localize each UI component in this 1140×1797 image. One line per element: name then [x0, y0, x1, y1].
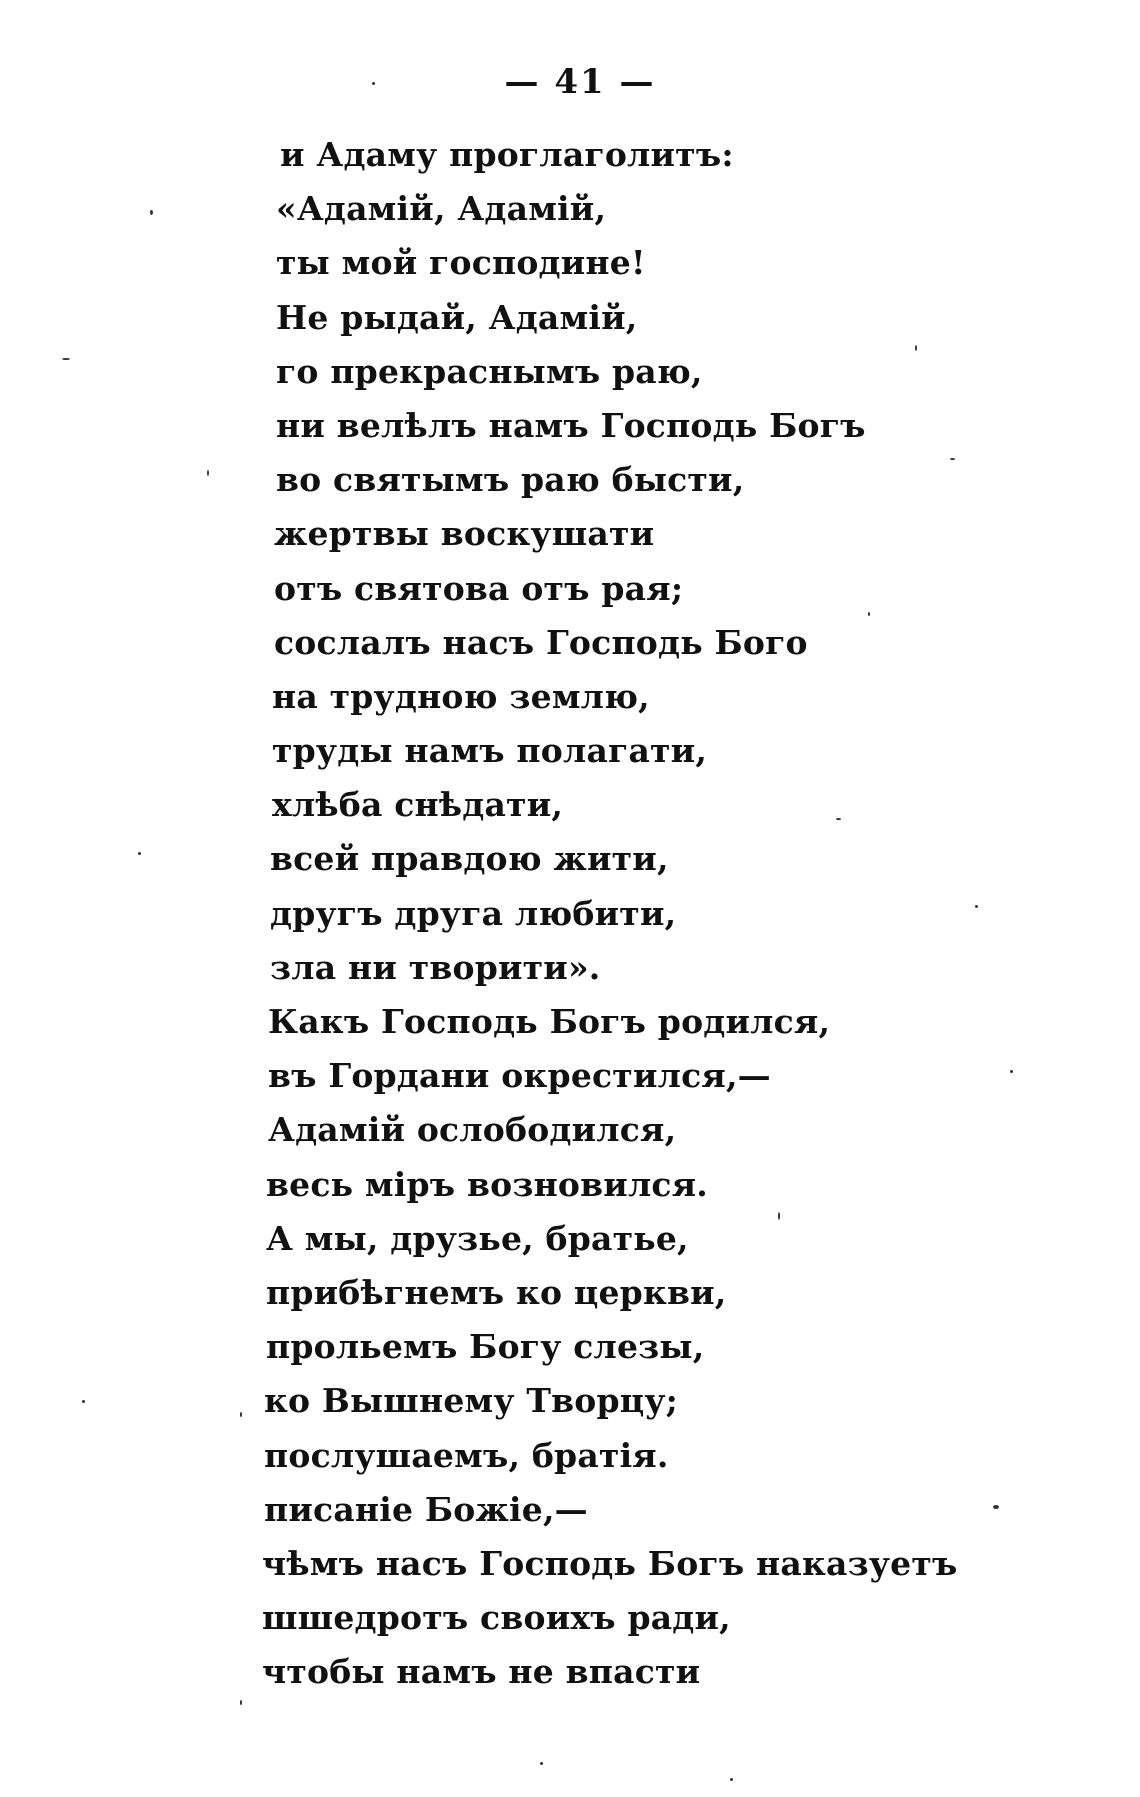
verse-line: отъ святова отъ рая;	[274, 568, 684, 608]
verse-text	[0, 128, 1140, 1699]
verse-line: Адамій ослободился,	[268, 1110, 677, 1150]
verse-line: го прекраснымъ раю,	[276, 351, 703, 391]
scan-speck	[975, 905, 978, 908]
verse-line: и Адаму проглаголитъ:	[280, 135, 734, 174]
scan-speck	[836, 818, 841, 820]
verse-line: прольемъ Богу слезы,	[266, 1327, 705, 1367]
verse-line: чтобы намъ не впасти	[262, 1652, 701, 1692]
verse-line: жертвы воскушати	[274, 514, 655, 554]
verse-line: во святымъ раю бысти,	[276, 460, 745, 500]
verse-line: всей правдою жити,	[270, 839, 669, 879]
verse-line: чѣмъ насъ Господь Богъ наказуетъ	[262, 1543, 958, 1583]
verse-line: «Адамій, Адамій,	[276, 189, 607, 229]
scan-speck	[150, 210, 153, 215]
verse-line: ни велѣлъ намъ Господь Богъ	[276, 405, 866, 445]
scan-speck	[915, 345, 917, 351]
verse-line: Какъ Господь Богъ родился,	[268, 1002, 831, 1041]
verse-line: ты мой господине!	[276, 243, 646, 283]
verse-line: Не рыдай, Адамій,	[276, 297, 638, 337]
scan-speck	[778, 1212, 780, 1220]
scan-speck	[240, 1412, 242, 1417]
scan-speck	[138, 852, 141, 855]
verse-line: ко Вышнему Творцу;	[264, 1381, 679, 1421]
scan-speck	[868, 612, 870, 616]
scan-speck	[540, 1762, 543, 1765]
scan-speck	[1010, 1070, 1013, 1073]
verse-line: въ Гордани окрестился,—	[268, 1056, 771, 1096]
page-number	[0, 62, 1140, 102]
scan-speck	[207, 470, 209, 476]
verse-line: на трудною землю,	[272, 676, 650, 716]
verse-line: сослалъ насъ Господь Бого	[274, 622, 808, 662]
scan-speck	[62, 358, 70, 360]
verse-line: труды намъ полагати,	[272, 731, 708, 771]
verse-line: шшедротъ своихъ ради,	[262, 1598, 731, 1638]
verse-line: прибѣгнемъ ко церкви,	[266, 1272, 727, 1312]
verse-line: другъ друга любити,	[270, 893, 677, 933]
scan-speck	[993, 1505, 999, 1509]
verse-line: писаніе Божіе,—	[264, 1489, 588, 1529]
scan-speck	[82, 1400, 85, 1403]
verse-line: послушаемъ, братія.	[264, 1435, 669, 1475]
scan-speck	[950, 458, 955, 460]
scan-speck	[730, 1778, 733, 1781]
scan-speck	[240, 1700, 242, 1705]
verse-line: А мы, друзье, братье,	[266, 1218, 689, 1258]
verse-line: хлѣба снѣдати,	[272, 785, 564, 825]
scan-speck	[372, 82, 375, 85]
verse-line: зла ни творити».	[270, 947, 601, 987]
page-number-text: — 41 —	[504, 62, 656, 102]
verse-line: весь міръ возновился.	[266, 1164, 708, 1204]
